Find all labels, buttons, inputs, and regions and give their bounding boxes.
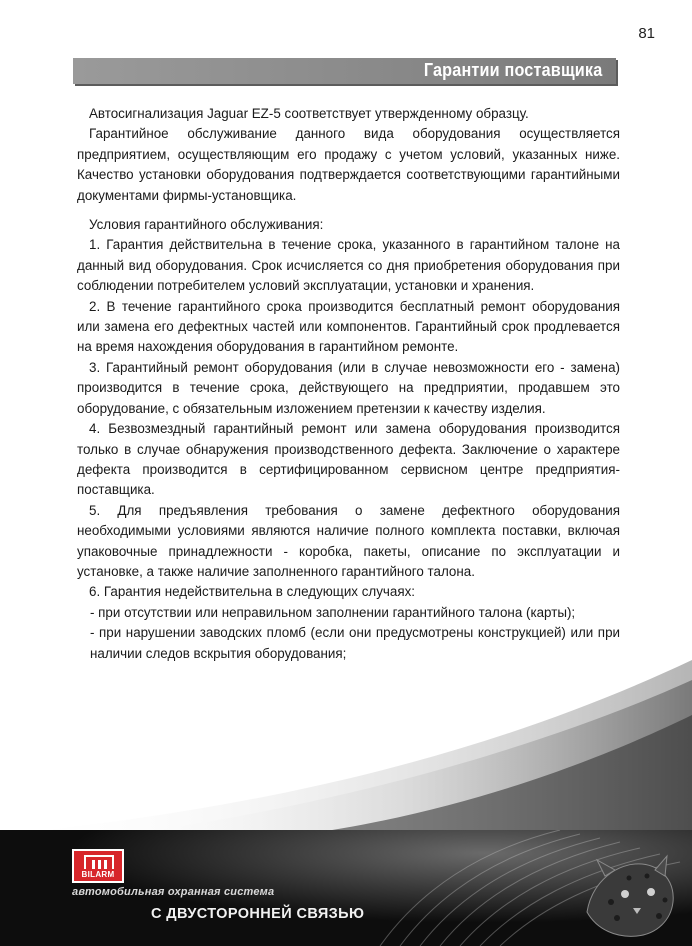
tagline-line-2: С ДВУСТОРОННЕЙ СВЯЗЬЮ <box>151 906 365 922</box>
condition-item-5: 5. Для предъявления требования о замене дефектного оборудования необходимыми условиями являются наличие полного комплекта поставки, включая упаковочные принадлежности - коробка, пакеты, описание по эксплуатации и установке, а также наличие заполненного гарантийного талона. <box>77 502 620 579</box>
exclusion-item: - при отсутствии или неправильном заполнении гарантийного талона (карты); <box>90 604 576 620</box>
condition-item-3: 3. Гарантийный ремонт оборудования (или в случае невозможности его - замена) производится в течение срока, действующего на предприятии, продавшем это оборудование, с обязательным изложением претензии к качеству изделия. <box>77 359 620 416</box>
section-title: Гарантии поставщика <box>423 60 602 80</box>
section-header-bar <box>73 58 616 84</box>
condition-item-6: 6. Гарантия недействительна в следующих случаях: <box>89 584 416 600</box>
decorative-swoosh <box>0 620 692 835</box>
logo-mark-icon <box>84 855 114 869</box>
tagline-line-1: автомобильная охранная система <box>72 886 275 898</box>
paragraph-conditions-heading: Условия гарантийного обслуживания: <box>89 217 324 233</box>
condition-item-1: 1. Гарантия действительна в течение срока, указанного в гарантийном талоне на данный вид оборудования. Срок исчисляется со дня приобретения оборудования при соблюдении потребителем условий эксплуатации, установки и хранения. <box>77 237 620 294</box>
paragraph-service: Гарантийное обслуживание данного вида оборудования осуществляется предприятием, осуществляющим его продажу с учетом условий, указанных ниже. Качество установки оборудования подтверждается соответствующими гарантийными документами фирмы-установщика. <box>77 126 620 203</box>
page-number: 81 <box>638 25 655 42</box>
brand-name: BILARM <box>81 870 115 879</box>
bilarm-logo <box>72 849 124 883</box>
condition-item-2: 2. В течение гарантийного срока производится бесплатный ремонт оборудования или замена его дефектных частей или компонентов. Гарантийный срок продлевается на время нахождения оборудования в гарантийном ремонте. <box>77 298 620 355</box>
brand-footer <box>0 830 692 946</box>
condition-item-4: 4. Безвозмездный гарантийный ремонт или замена оборудования производится только в случае обнаружения производственного дефекта. Заключение о характере дефекта производится в сертифицированном сервисном центре предприятия-поставщика. <box>77 421 620 498</box>
exclusion-item: - при нарушении заводских пломб (если они предусмотрены конструкцией) или при наличии следов вскрытия оборудования; <box>90 625 620 661</box>
warranty-text <box>77 104 620 664</box>
jaguar-head-icon <box>567 842 682 942</box>
paragraph-intro: Автосигнализация Jaguar EZ-5 соответствует утвержденному образцу. <box>89 106 529 121</box>
